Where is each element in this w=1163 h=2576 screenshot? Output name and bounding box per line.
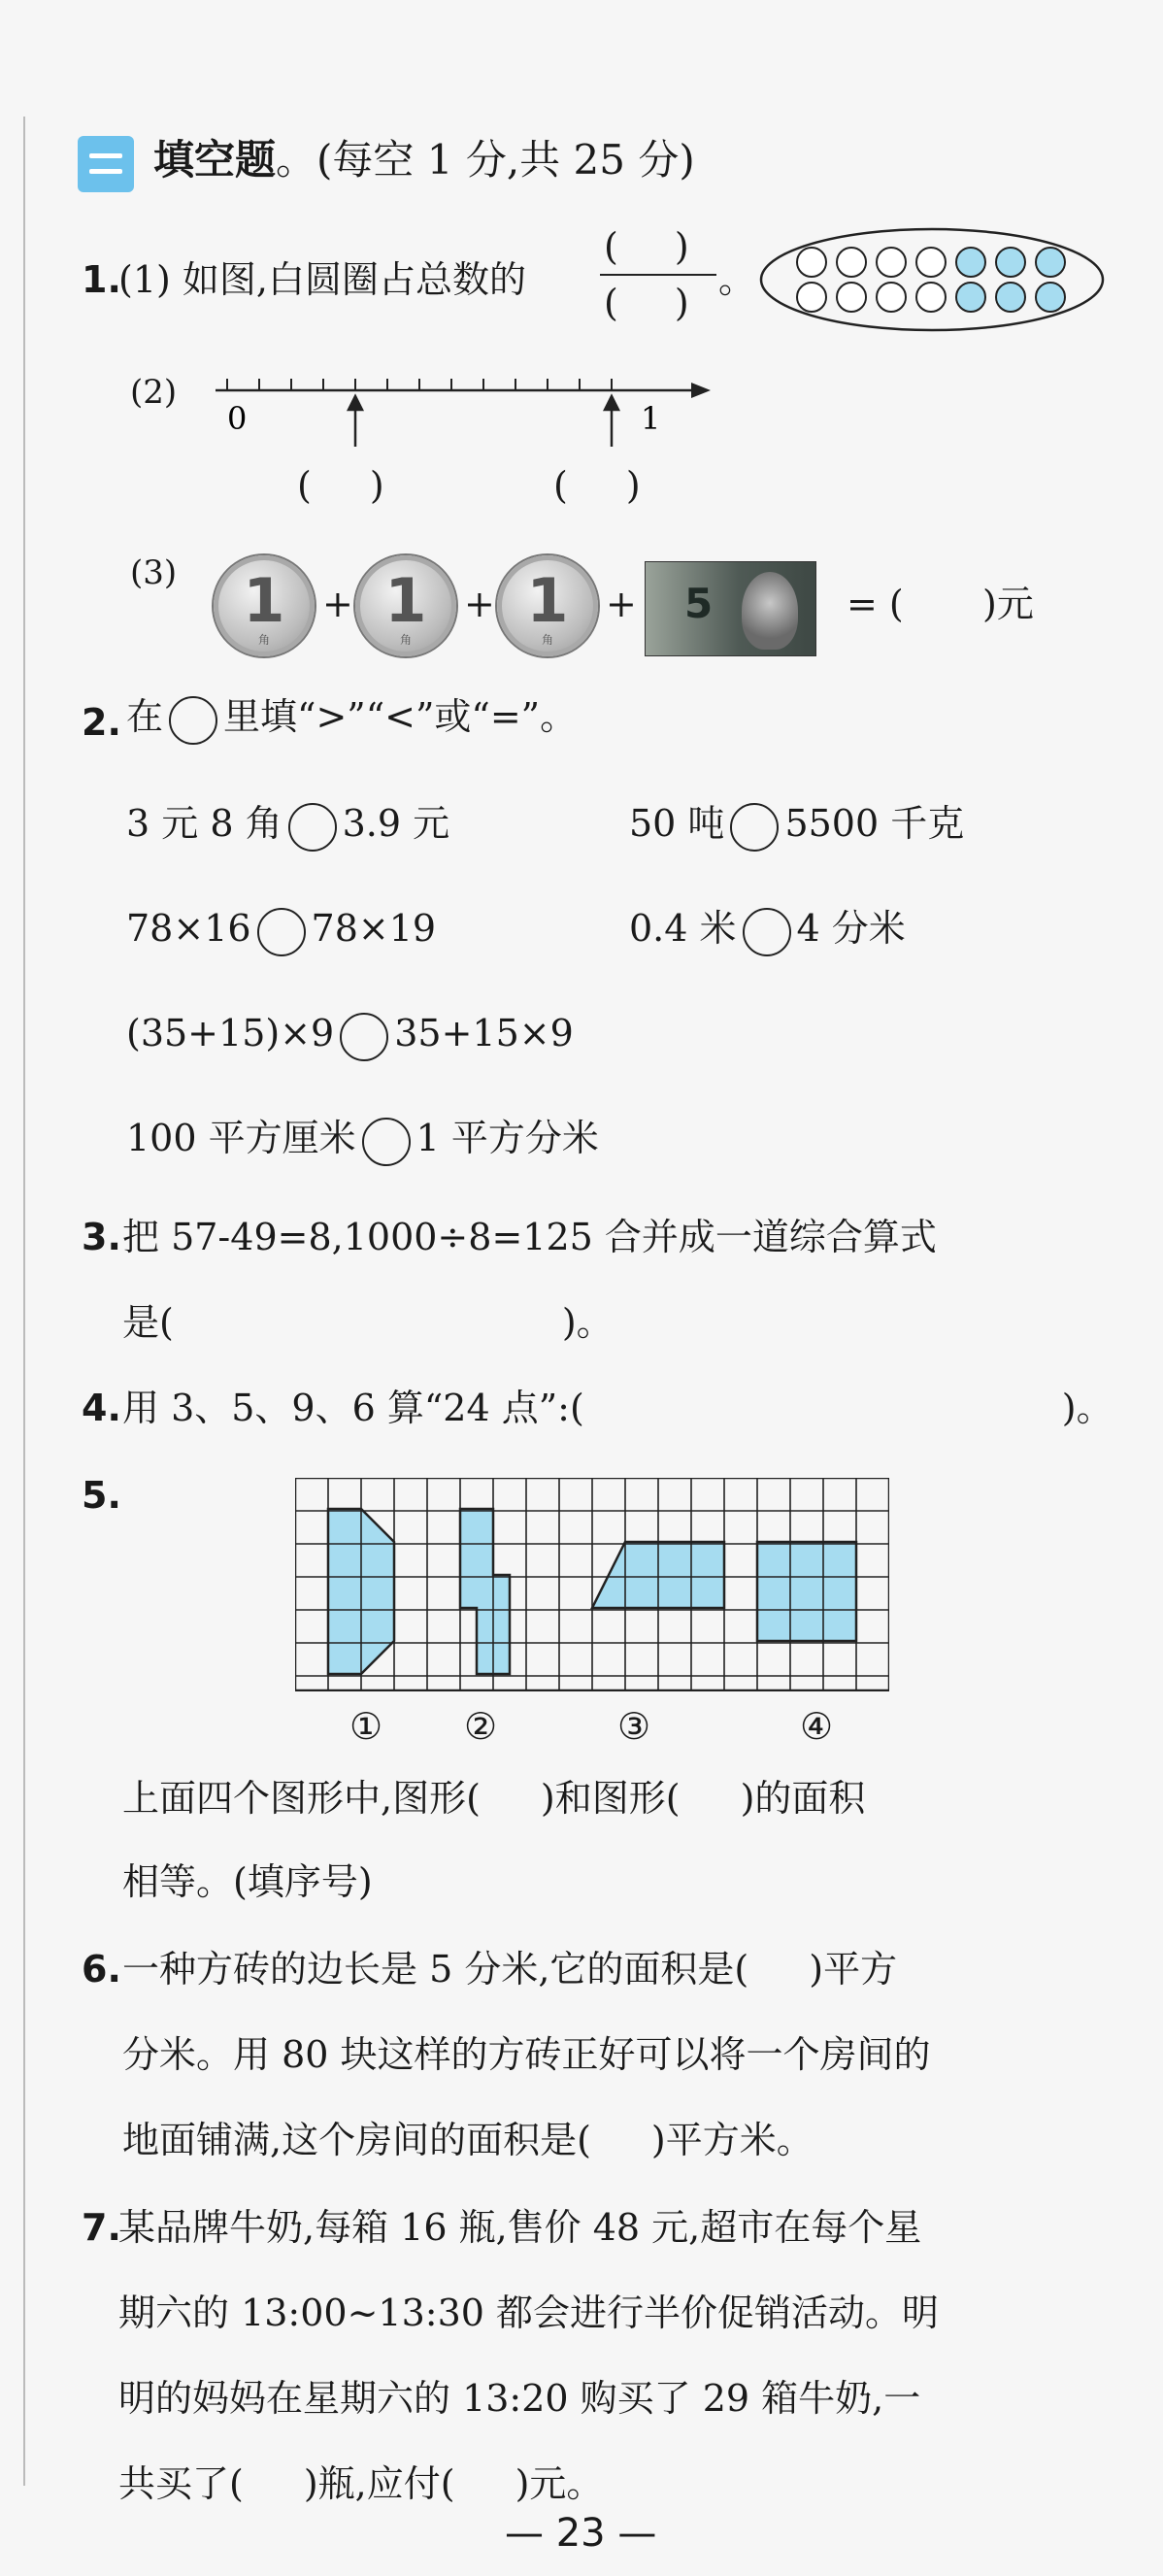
plus-sign-3: + xyxy=(606,583,637,625)
number-line xyxy=(206,350,720,456)
coin-one-jiao-2: 1 角 xyxy=(355,555,456,656)
q5-line1[interactable]: 上面四个图形中,图形( )和图形( )的面积 xyxy=(122,1777,866,1820)
q6-line2: 分米。用 80 块这样的方砖正好可以将一个房间的 xyxy=(122,2033,931,2076)
q7-number: 7. xyxy=(82,2206,121,2249)
compare-row3: (35+15)×9 35+15×9 xyxy=(126,1012,574,1061)
number-line-answer-1[interactable]: ( ) xyxy=(297,464,384,507)
q6-line1[interactable]: 一种方砖的边长是 5 分米,它的面积是( )平方 xyxy=(122,1948,898,1991)
small-circle xyxy=(877,283,906,312)
portrait-icon xyxy=(742,572,798,650)
compare-circle-2[interactable] xyxy=(730,803,779,852)
small-circle xyxy=(916,283,946,312)
shape-4 xyxy=(757,1542,856,1641)
q3-line2[interactable]: 是( )。 xyxy=(122,1301,614,1344)
compare-circle-6[interactable] xyxy=(362,1118,411,1166)
q1-fraction-bar xyxy=(600,274,716,276)
q1-fraction-numerator[interactable]: ( ) xyxy=(604,225,689,268)
q4-text[interactable]: 用 3、5、9、6 算“24 点”:( )。 xyxy=(122,1387,1113,1429)
q6-number: 6. xyxy=(82,1948,121,1991)
small-circle xyxy=(956,283,985,312)
q3-line1: 把 57-49=8,1000÷8=125 合并成一道综合算式 xyxy=(122,1216,937,1258)
money-total-open: = ( xyxy=(847,583,904,625)
small-circle xyxy=(797,248,826,277)
compare-row1-left: 3 元 8 角 3.9 元 xyxy=(126,802,449,852)
small-circle xyxy=(837,248,866,277)
coin-one-jiao-3: 1 角 xyxy=(497,555,598,656)
grid-figures xyxy=(295,1478,889,1691)
q1-number: 1. xyxy=(82,258,121,301)
number-line-zero: 0 xyxy=(227,400,248,437)
five-jiao-banknote: 5 xyxy=(645,561,816,656)
q1-fraction-denominator[interactable]: ( ) xyxy=(604,282,689,324)
compare-circle-5[interactable] xyxy=(340,1013,388,1061)
q1-part2-label: (2) xyxy=(130,373,178,412)
shape-label-4: ④ xyxy=(800,1705,834,1748)
small-circle xyxy=(1036,248,1065,277)
q2-number: 2. xyxy=(82,701,121,744)
small-circle xyxy=(996,283,1025,312)
q1-part1-text: (1) 如图,白圆圈占总数的 xyxy=(118,258,526,301)
section-scoring-note: 。(每空 1 分,共 25 分) xyxy=(276,136,695,184)
q5-line2: 相等。(填序号) xyxy=(122,1860,373,1903)
number-line-one: 1 xyxy=(641,400,661,437)
shape-label-1: ① xyxy=(349,1705,383,1748)
shape-2 xyxy=(460,1509,510,1674)
compare-circle-4[interactable] xyxy=(743,908,791,956)
q7-line1: 某品牌牛奶,每箱 16 瓶,售价 48 元,超市在每个星 xyxy=(118,2206,922,2249)
money-total-answer[interactable]: )元 xyxy=(982,583,1034,625)
page-number: — 23 — xyxy=(505,2511,657,2556)
compare-row4: 100 平方厘米 1 平方分米 xyxy=(126,1117,599,1166)
margin-rule xyxy=(23,117,25,2486)
circles-figure xyxy=(757,225,1107,334)
small-circle xyxy=(916,248,946,277)
small-circle xyxy=(996,248,1025,277)
compare-circle-1[interactable] xyxy=(288,803,337,852)
compare-circle-icon xyxy=(169,696,217,745)
section-title: 填空题 xyxy=(153,136,277,184)
q7-line4[interactable]: 共买了( )瓶,应付( )元。 xyxy=(118,2462,604,2505)
plus-sign-1: + xyxy=(322,583,353,625)
q5-number: 5. xyxy=(82,1474,121,1517)
section-number-badge-icon xyxy=(78,136,134,192)
coin-one-jiao-1: 1 角 xyxy=(214,555,315,656)
compare-circle-3[interactable] xyxy=(257,908,306,956)
small-circle xyxy=(797,283,826,312)
compare-row1-right: 50 吨 5500 千克 xyxy=(629,802,964,852)
small-circle xyxy=(956,248,985,277)
q7-line3: 明的妈妈在星期六的 13:20 购买了 29 箱牛奶,一 xyxy=(118,2377,921,2420)
small-circle xyxy=(1036,283,1065,312)
plus-sign-2: + xyxy=(464,583,495,625)
q1-part3-label: (3) xyxy=(130,553,178,592)
compare-row2-right: 0.4 米 4 分米 xyxy=(629,907,906,956)
shape-label-3: ③ xyxy=(617,1705,651,1748)
small-circle xyxy=(877,248,906,277)
q1-period: 。 xyxy=(718,258,756,301)
section-header xyxy=(153,136,695,184)
q4-number: 4. xyxy=(82,1387,121,1429)
q2-intro: 在 里填“>”“<”或“=”。 xyxy=(126,695,577,745)
number-line-answer-2[interactable]: ( ) xyxy=(553,464,641,507)
shape-label-2: ② xyxy=(464,1705,498,1748)
compare-row2-left: 78×16 78×19 xyxy=(126,907,436,956)
small-circle xyxy=(837,283,866,312)
q7-line2: 期六的 13:00~13:30 都会进行半价促销活动。明 xyxy=(118,2292,940,2334)
q3-number: 3. xyxy=(82,1216,121,1258)
q6-line3[interactable]: 地面铺满,这个房间的面积是( )平方米。 xyxy=(122,2119,814,2161)
